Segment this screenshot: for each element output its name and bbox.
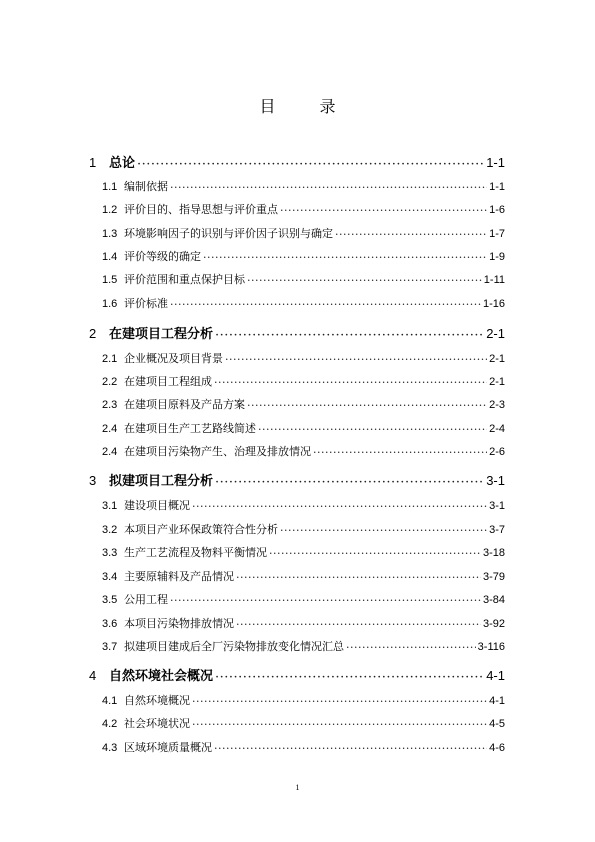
dot-leader <box>258 423 487 434</box>
toc-entry-label: 在建项目工程组成 <box>124 375 212 388</box>
toc-section-entry[interactable] <box>102 443 505 459</box>
toc-section-entry[interactable] <box>102 350 505 366</box>
toc-section-entry[interactable] <box>102 591 505 607</box>
toc-entry-page: 3-18 <box>482 547 505 559</box>
toc-entry-label: 在建项目污染物产生、治理及排放情况 <box>124 445 311 458</box>
toc-entry-label: 主要原辅料及产品情况 <box>124 570 234 583</box>
dot-leader <box>247 399 487 410</box>
toc-entry-number: 3.1 <box>102 500 118 512</box>
dot-leader <box>225 353 487 364</box>
toc-entry-page: 1-7 <box>489 228 505 240</box>
toc-entry-number: 4.2 <box>102 718 118 730</box>
toc-entry-number: 4 <box>89 668 97 683</box>
toc-entry-number: 1.4 <box>102 251 118 263</box>
dot-leader <box>170 594 481 605</box>
toc-entry-number: 2 <box>89 326 97 341</box>
toc-section-entry[interactable] <box>102 497 505 513</box>
toc-entry-page: 2-6 <box>489 446 505 458</box>
dot-leader <box>236 618 481 629</box>
toc-section-entry[interactable] <box>102 615 505 631</box>
toc-entry-page: 3-79 <box>482 571 505 583</box>
toc-entry-number: 1.3 <box>102 228 118 240</box>
toc-entry-page: 2-1 <box>486 326 505 341</box>
toc-entry-page: 1-6 <box>489 204 505 216</box>
toc-entry-number: 2.1 <box>102 353 118 365</box>
toc-entry-label: 本项目污染物排放情况 <box>124 617 234 630</box>
toc-entry-number: 1.6 <box>102 298 118 310</box>
toc-entry-label: 社会环境状况 <box>124 717 190 730</box>
toc-entry-number: 1 <box>89 155 97 170</box>
toc-section-entry[interactable] <box>102 521 505 537</box>
dot-leader <box>203 251 487 262</box>
toc-entry-label: 在建项目生产工艺路线简述 <box>124 422 256 435</box>
dot-leader <box>170 298 481 309</box>
toc-section-entry[interactable] <box>102 248 505 264</box>
toc-entry-number: 1.2 <box>102 204 118 216</box>
toc-entry-page: 2-3 <box>489 399 505 411</box>
toc-entry-number: 3.6 <box>102 618 118 630</box>
toc-entry-label: 在建项目原料及产品方案 <box>124 398 245 411</box>
toc-entry-label: 评价范围和重点保护目标 <box>124 273 245 286</box>
dot-leader <box>192 718 487 729</box>
toc-section-entry[interactable] <box>102 638 505 654</box>
toc-entry-page: 2-1 <box>489 353 505 365</box>
dot-leader <box>215 475 484 488</box>
toc-entry-label: 自然环境社会概况 <box>109 669 214 684</box>
dot-leader <box>192 695 487 706</box>
toc-entry-page: 3-7 <box>489 524 505 536</box>
toc-entry-page: 3-1 <box>486 473 505 488</box>
toc-section-entry[interactable] <box>102 692 505 708</box>
dot-leader <box>192 500 487 511</box>
toc-entry-number: 3.2 <box>102 524 118 536</box>
toc-entry-label: 拟建项目工程分析 <box>109 474 214 489</box>
toc-section-entry[interactable] <box>102 295 505 311</box>
toc-entry-page: 1-16 <box>482 298 505 310</box>
toc-entry-page: 3-1 <box>489 500 505 512</box>
toc-chapter-entry[interactable] <box>89 665 505 684</box>
toc-entry-number: 3.3 <box>102 547 118 559</box>
toc-chapter-entry[interactable] <box>89 152 505 171</box>
toc-entry-page: 4-1 <box>486 668 505 683</box>
toc-section-entry[interactable] <box>102 715 505 731</box>
toc-entry-number: 4.1 <box>102 695 118 707</box>
dot-leader <box>236 571 481 582</box>
toc-section-entry[interactable] <box>102 201 505 217</box>
toc-section-entry[interactable] <box>102 739 505 755</box>
dot-leader <box>170 181 487 192</box>
toc-section-entry[interactable] <box>102 396 505 412</box>
toc-section-entry[interactable] <box>102 568 505 584</box>
dot-leader <box>215 670 484 683</box>
toc-section-entry[interactable] <box>102 178 505 194</box>
toc-entry-number: 2.4 <box>102 423 118 435</box>
dot-leader <box>280 204 487 215</box>
toc-entry-page: 3-92 <box>482 618 505 630</box>
toc-entry-label: 公用工程 <box>124 593 168 606</box>
toc-entry-label: 在建项目工程分析 <box>109 327 214 342</box>
toc-entry-number: 1.1 <box>102 181 118 193</box>
toc-entry-label: 评价等级的确定 <box>124 250 201 263</box>
toc-entry-page: 1-11 <box>483 274 505 286</box>
toc-entry-number: 3.5 <box>102 594 118 606</box>
toc-section-entry[interactable] <box>102 544 505 560</box>
toc-entry-page: 4-5 <box>489 718 505 730</box>
dot-leader <box>247 274 482 285</box>
toc-section-entry[interactable] <box>102 225 505 241</box>
toc-entry-number: 2.2 <box>102 376 118 388</box>
page-number: 1 <box>295 783 300 792</box>
toc-entry-label: 建设项目概况 <box>124 499 190 512</box>
dot-leader <box>280 524 487 535</box>
toc-entry-page: 1-1 <box>486 155 505 170</box>
dot-leader <box>214 376 487 387</box>
toc-entry-label: 评价标准 <box>124 297 168 310</box>
toc-entry-page: 1-1 <box>489 181 505 193</box>
dot-leader <box>269 547 481 558</box>
toc-section-entry[interactable] <box>102 420 505 436</box>
toc-section-entry[interactable] <box>102 373 505 389</box>
dot-leader <box>214 742 487 753</box>
toc-chapter-entry[interactable] <box>89 470 505 489</box>
dot-leader <box>313 446 487 457</box>
toc-entry-page: 2-1 <box>489 376 505 388</box>
toc-entry-label: 编制依据 <box>124 180 168 193</box>
toc-section-entry[interactable] <box>102 271 505 287</box>
toc-entry-label: 本项目产业环保政策符合性分析 <box>124 523 278 536</box>
toc-entry-label: 拟建项目建成后全厂污染物排放变化情况汇总 <box>124 640 344 653</box>
toc-entry-label: 自然环境概况 <box>124 694 190 707</box>
toc-entry-page: 3-116 <box>477 641 505 653</box>
toc-chapter-entry[interactable] <box>89 323 505 342</box>
toc-entry-page: 4-6 <box>489 742 505 754</box>
toc-entry-label: 总论 <box>109 156 136 171</box>
toc-title: 目 录 <box>259 97 350 116</box>
dot-leader <box>215 328 484 341</box>
dot-leader <box>137 157 484 170</box>
toc-entry-number: 4.3 <box>102 742 118 754</box>
toc-entry-number: 1.5 <box>102 274 118 286</box>
toc-entry-label: 生产工艺流程及物料平衡情况 <box>124 546 267 559</box>
toc-entry-label: 评价目的、指导思想与评价重点 <box>124 203 278 216</box>
toc-entry-page: 2-4 <box>489 423 505 435</box>
toc-entry-number: 3 <box>89 473 97 488</box>
toc-entry-number: 3.7 <box>102 641 118 653</box>
toc-entry-page: 4-1 <box>489 695 505 707</box>
toc-entry-label: 环境影响因子的识别与评价因子识别与确定 <box>124 227 333 240</box>
dot-leader <box>335 228 487 239</box>
toc-entry-page: 1-9 <box>489 251 505 263</box>
toc-entry-number: 2.3 <box>102 399 118 411</box>
toc-entry-number: 2.4 <box>102 446 118 458</box>
toc-entry-page: 3-84 <box>482 594 505 606</box>
dot-leader <box>346 641 476 652</box>
toc-entry-label: 区域环境质量概况 <box>124 741 212 754</box>
toc-entry-label: 企业概况及项目背景 <box>124 352 223 365</box>
toc-entry-number: 3.4 <box>102 571 118 583</box>
